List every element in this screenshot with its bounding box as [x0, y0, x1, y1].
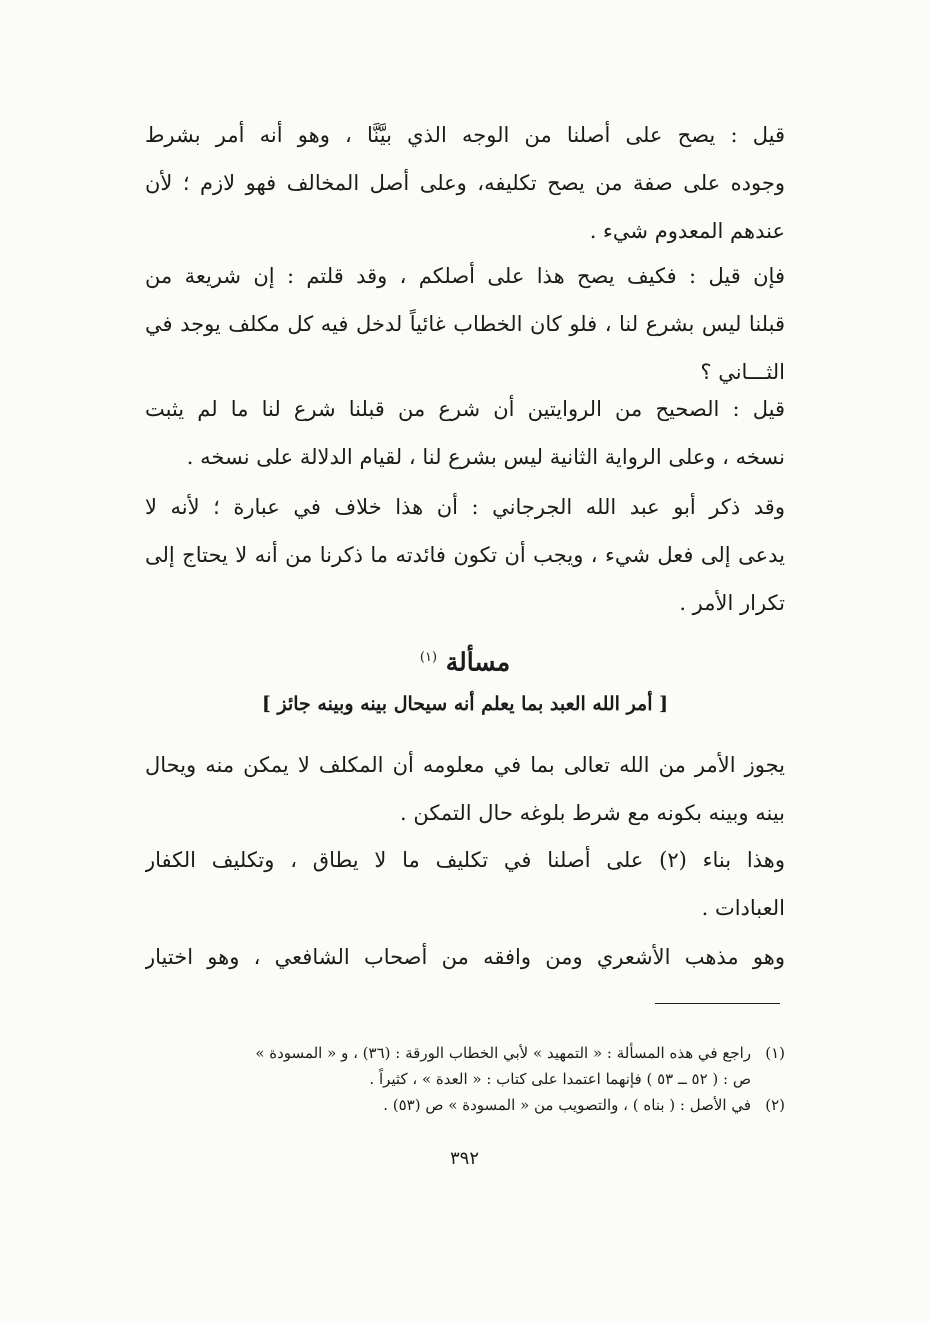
text-line: تكرار الأمر . — [679, 591, 785, 615]
text-line: العبادات . — [701, 896, 785, 920]
text-line: وهذا بناء (٢) على أصلنا في تكليف ما لا يطاق ، وتكليف الكفار — [145, 848, 785, 872]
footnote-text: في الأصل : ( بناه ) ، والتصويب من « المسودة » ص (٥٣) . — [383, 1096, 751, 1114]
paragraph-4 — [145, 483, 785, 627]
text-line: قيل : يصح على أصلنا من الوجه الذي بيَّنَّا ، وهو أنه أمر بشرط — [145, 123, 785, 147]
paragraph-7 — [145, 933, 785, 981]
section-title — [145, 638, 785, 678]
paragraph-1 — [145, 111, 785, 255]
footnote-text: ص : ( ٥٢ ــ ٥٣ ) فإنهما اعتمدا على كتاب : « العدة » ، كثيراً . — [369, 1070, 751, 1088]
page-number: ٣٩٢ — [449, 1148, 479, 1169]
footnote-divider — [655, 1003, 780, 1004]
text-line: يجوز الأمر من الله تعالى بما في معلومه أن المكلف لا يمكن منه ويحال — [145, 753, 785, 777]
paragraph-3 — [145, 385, 785, 481]
footnote-ref: (١) — [419, 650, 438, 665]
text-line: قيل : الصحيح من الروايتين أن شرع من قبلنا شرع لنا ما لم يثبت — [145, 397, 785, 421]
paragraph-2 — [145, 252, 785, 396]
text-line: يدعى إلى فعل شيء ، ويجب أن تكون فائدته ما ذكرنا من أنه لا يحتاج إلى — [145, 543, 785, 567]
paragraph-6 — [145, 836, 785, 932]
text-line: وهو مذهب الأشعري ومن وافقه من أصحاب الشافعي ، وهو اختيار — [145, 945, 785, 969]
footnote-2 — [138, 1092, 785, 1118]
paragraph-5 — [145, 741, 785, 837]
footnote-1 — [138, 1040, 785, 1066]
footnote-text: راجع في هذه المسألة : « التمهيد » لأبي الخطاب الورقة : (٣٦) ، و « المسودة » — [255, 1044, 751, 1062]
section-subtitle: [ أمر الله العبد بما يعلم أنه سيحال بينه وبينه جائز ] — [261, 693, 669, 715]
footnotes — [138, 1040, 785, 1118]
text-line: قبلنا ليس بشرع لنا ، فلو كان الخطاب غائياً لدخل فيه كل مكلف يوجد في — [145, 312, 785, 336]
section-title-text: مسألة — [445, 647, 511, 677]
text-line: نسخه ، وعلى الرواية الثانية ليس بشرع لنا ، لقيام الدلالة على نسخه . — [186, 445, 785, 469]
text-line: وجوده على صفة من يصح تكليفه، وعلى أصل المخالف فهو لازم ؛ لأن — [145, 171, 785, 195]
footnote-1-continued — [138, 1066, 785, 1092]
text-line: فإن قيل : فكيف يصح هذا على أصلكم ، وقد قلتم : إن شريعة من — [145, 264, 785, 288]
text-line: وقد ذكر أبو عبد الله الجرجاني : أن هذا خلاف في عبارة ؛ لأنه لا — [145, 495, 785, 519]
text-line: بينه وبينه بكونه مع شرط بلوغه حال التمكن . — [399, 801, 785, 825]
footnote-number: (١) — [765, 1044, 785, 1062]
text-line: عندهم المعدوم شيء . — [589, 219, 785, 243]
text-line: الثـــاني ؟ — [700, 360, 785, 384]
footnote-number: (٢) — [765, 1096, 785, 1114]
